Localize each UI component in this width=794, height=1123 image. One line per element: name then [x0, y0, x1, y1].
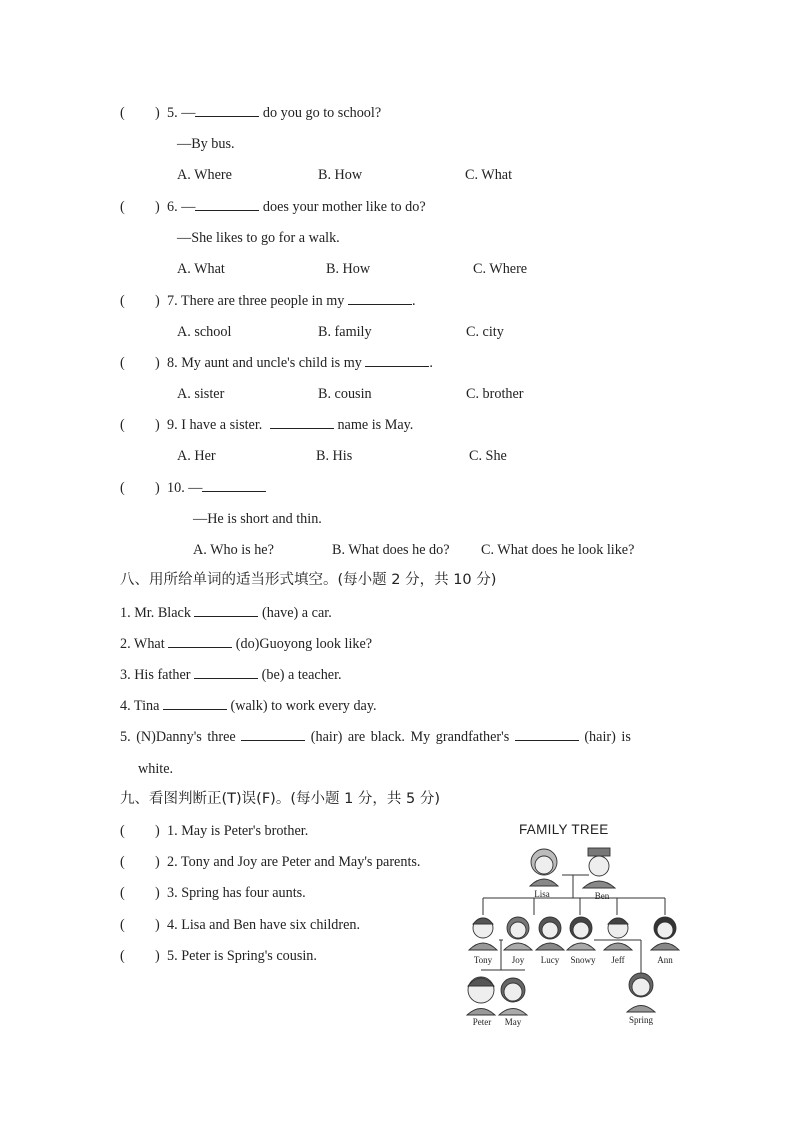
fill-item-5 [120, 728, 631, 746]
family-tree-figure [455, 840, 695, 1035]
answer-paren-open: ( [120, 885, 125, 901]
item-hint: (be) a teacher. [261, 667, 342, 683]
ann-icon [651, 917, 679, 950]
name-ann: Ann [657, 955, 673, 965]
question-text: 9. I have a sister. [167, 417, 263, 433]
fill-blank[interactable] [163, 697, 227, 710]
answer-paren-open: ( [120, 417, 125, 433]
lisa-icon [530, 849, 558, 886]
question-text: 8. My aunt and uncle's child is my [167, 355, 362, 371]
item-text: 2. What [120, 636, 165, 652]
item-text: 5. (N)Danny's three [120, 729, 236, 745]
option-a: A. school [177, 324, 232, 340]
answer-line: —She likes to go for a walk. [177, 230, 340, 246]
family-tree-title: FAMILY TREE [519, 822, 609, 837]
answer-paren-open: ( [120, 854, 125, 870]
answer-paren-open: ( [120, 105, 125, 121]
section-9-title: 九、看图判断正(T)误(F)。(每小题 1 分，共 5 分) [120, 791, 441, 807]
snowy-icon [567, 917, 595, 950]
answer-paren-close: ) [155, 105, 160, 121]
punctuation: . [411, 293, 416, 309]
name-snowy: Snowy [570, 955, 596, 965]
may-icon [499, 978, 527, 1015]
jeff-icon [604, 918, 632, 950]
person-icons [467, 848, 679, 1015]
tony-icon [469, 918, 497, 950]
option-a: A. Where [177, 167, 232, 183]
answer-paren-close: ) [155, 885, 160, 901]
option-c: C. What does he look like? [481, 542, 635, 558]
option-c: C. She [469, 448, 507, 464]
option-a: A. Her [177, 448, 216, 464]
fill-item-3 [120, 666, 342, 684]
question-text: does your mother like to do? [262, 199, 426, 215]
dash: — [181, 199, 196, 215]
option-b: B. How [326, 261, 371, 277]
name-peter: Peter [472, 1017, 492, 1027]
answer-paren-open: ( [120, 480, 125, 496]
item-text-mid: (hair) are black. My grandfather's [310, 729, 510, 745]
item-hint: (walk) to work every day. [230, 698, 377, 714]
name-joy: Joy [511, 955, 525, 965]
item-text: 3. His father [120, 667, 191, 683]
punctuation: . [429, 355, 433, 371]
option-c: C. What [465, 167, 513, 183]
name-ben: Ben [594, 891, 610, 901]
fill-blank[interactable] [195, 104, 259, 117]
question-text-end: name is May. [337, 417, 414, 433]
item-hint: (have) a car. [262, 605, 332, 621]
answer-paren-open: ( [120, 293, 125, 309]
answer-paren-open: ( [120, 948, 125, 964]
ben-icon [583, 848, 615, 888]
name-jeff: Jeff [611, 955, 625, 965]
joy-icon [504, 917, 532, 950]
answer-paren-open: ( [120, 199, 125, 215]
option-c: C. city [466, 324, 504, 340]
option-b: B. How [318, 167, 363, 183]
name-lucy: Lucy [540, 955, 560, 965]
fill-blank[interactable] [348, 292, 412, 305]
peter-icon [467, 977, 495, 1015]
name-may: May [504, 1017, 522, 1027]
answer-paren-close: ) [155, 293, 160, 309]
answer-paren-close: ) [155, 917, 160, 933]
answer-paren-close: ) [155, 948, 160, 964]
item-text: 4. Tina [120, 698, 160, 714]
question-number: 6. [167, 199, 178, 215]
answer-paren-close: ) [155, 199, 160, 215]
answer-paren-open: ( [120, 823, 125, 839]
question-number: 10. — [167, 480, 203, 496]
statement: 1. May is Peter's brother. [167, 823, 309, 839]
item-hint: (do)Guoyong look like? [235, 636, 373, 652]
fill-blank[interactable] [202, 479, 266, 492]
answer-paren-open: ( [120, 355, 125, 371]
option-a: A. What [177, 261, 225, 277]
option-a: A. sister [177, 386, 225, 402]
option-c: C. Where [473, 261, 528, 277]
option-b: B. family [318, 324, 372, 340]
fill-blank[interactable] [365, 354, 429, 367]
fill-item-1 [120, 604, 332, 622]
answer-paren-close: ) [155, 417, 160, 433]
answer-paren-open: ( [120, 917, 125, 933]
name-tony: Tony [473, 955, 493, 965]
question-number: 5. [167, 105, 178, 121]
answer-paren-close: ) [155, 854, 160, 870]
fill-blank[interactable] [168, 635, 232, 648]
option-b: B. His [316, 448, 353, 464]
fill-blank[interactable] [194, 604, 258, 617]
dash: — [181, 105, 196, 121]
statement: 5. Peter is Spring's cousin. [167, 948, 317, 964]
section-8-title: 八、用所给单词的适当形式填空。(每小题 2 分，共 10 分) [120, 572, 497, 588]
fill-blank[interactable] [515, 728, 579, 741]
answer-paren-close: ) [155, 480, 160, 496]
item-hint: (hair) is [584, 729, 631, 745]
statement: 2. Tony and Joy are Peter and May's parents. [167, 854, 421, 870]
name-spring: Spring [628, 1015, 653, 1025]
answer-line: —By bus. [177, 136, 235, 152]
answer-paren-close: ) [155, 823, 160, 839]
statement: 3. Spring has four aunts. [167, 885, 306, 901]
name-lisa: Lisa [534, 889, 550, 899]
option-b: B. What does he do? [332, 542, 450, 558]
lucy-icon [536, 917, 564, 950]
answer-line: —He is short and thin. [193, 511, 322, 527]
answer-paren-close: ) [155, 355, 160, 371]
fill-blank[interactable] [241, 728, 305, 741]
item-text: 1. Mr. Black [120, 605, 191, 621]
question-text: do you go to school? [262, 105, 382, 121]
fill-blank[interactable] [194, 666, 258, 679]
fill-item-2 [120, 635, 372, 653]
option-a: A. Who is he? [193, 542, 274, 558]
question-text: 7. There are three people in my [167, 293, 345, 309]
fill-item-5-wrap: white. [138, 761, 174, 777]
option-c: C. brother [466, 386, 524, 402]
fill-item-4 [120, 697, 377, 715]
spring-icon [627, 973, 655, 1012]
option-b: B. cousin [318, 386, 372, 402]
fill-blank[interactable] [195, 198, 259, 211]
fill-blank[interactable] [270, 416, 334, 429]
statement: 4. Lisa and Ben have six children. [167, 917, 361, 933]
